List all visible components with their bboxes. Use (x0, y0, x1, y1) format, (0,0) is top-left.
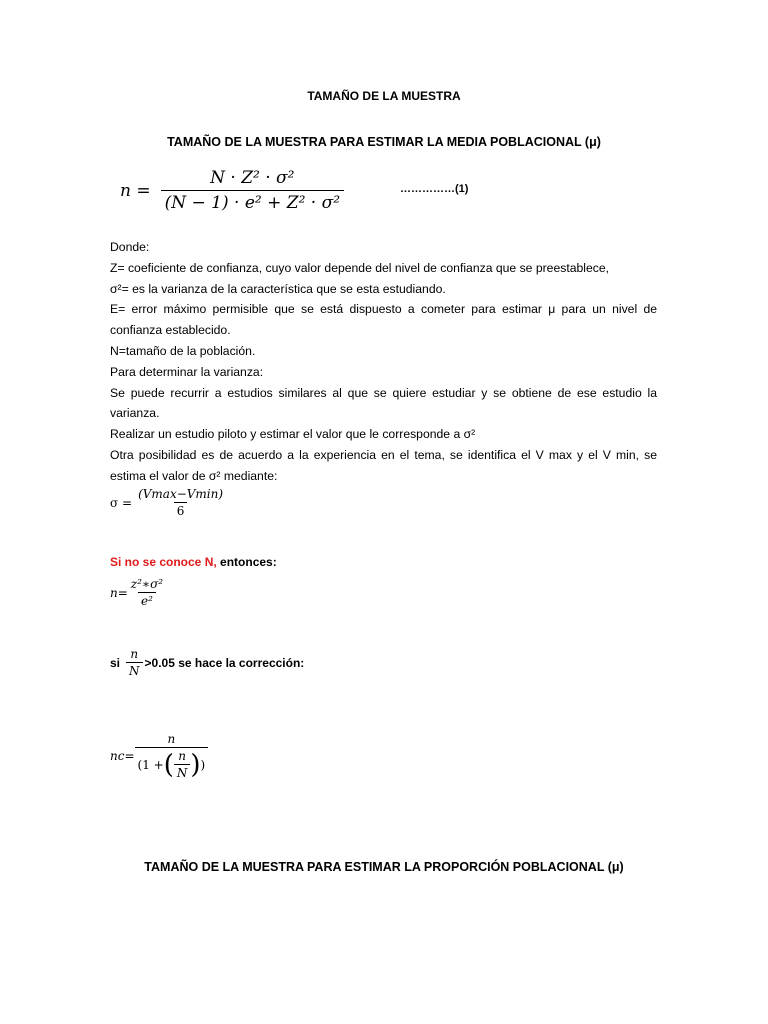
document-title: TAMAÑO DE LA MUESTRA (307, 89, 461, 103)
section-title-media: TAMAÑO DE LA MUESTRA PARA ESTIMAR LA MEDIA POBLACIONAL (μ) (167, 135, 601, 149)
main-formula (120, 168, 344, 213)
correction-suffix: >0.05 se hace la corrección: (144, 655, 305, 670)
n-over-N-fraction (126, 647, 143, 678)
body-line: σ²= es la varianza de la característica que se esta estudiando. (110, 281, 446, 296)
nc-formula-numerator: n (167, 732, 176, 746)
sigma-formula-denominator: 6 (174, 502, 188, 518)
definitions-block (110, 237, 657, 487)
main-formula-denominator: (N − 1) · e² + Z² · σ² (161, 190, 344, 213)
body-line: E= error máximo permisible que se está dispuesto a cometer para estimar μ para un nivel de confianza establecido. (110, 302, 657, 338)
n-formula-denominator: e² (138, 592, 156, 608)
n-formula-numerator: z²∗σ² (130, 577, 164, 591)
main-formula-fraction (161, 168, 344, 213)
sigma-formula-numerator: (Vmax−Vmin) (138, 487, 224, 501)
nc-inner-paren-open: ( (163, 749, 174, 780)
unknown-n-rest: entonces: (216, 555, 277, 569)
n-over-N-denominator: N (126, 662, 143, 678)
nc-formula-fraction (135, 732, 209, 780)
unknown-n-warning: Si no se conoce N, (110, 555, 217, 569)
body-line: N=tamaño de la población. (110, 343, 256, 358)
sigma-formula (110, 487, 226, 518)
correction-condition (110, 647, 304, 678)
body-line: Donde: (110, 240, 150, 254)
nc-formula-lhs: nc= (110, 749, 135, 763)
nc-formula-denominator (135, 747, 209, 780)
main-formula-lhs: n = (120, 180, 151, 201)
unknown-n-line (110, 555, 277, 569)
nc-inner-numerator: n (178, 749, 186, 763)
main-formula-numerator: N · Z² · σ² (210, 168, 295, 188)
nc-inner-fraction (174, 749, 191, 780)
body-line: Realizar un estudio piloto y estimar el valor que le corresponde a σ² (110, 427, 476, 442)
nc-inner-paren-close: ) (190, 749, 201, 780)
n-formula-fraction (128, 577, 166, 608)
body-line: Z= coeficiente de confianza, cuyo valor depende del nivel de confianza que se preestablece, (110, 260, 610, 275)
sigma-formula-fraction (135, 487, 226, 518)
nc-formula (110, 732, 208, 780)
correction-prefix: si (110, 655, 121, 670)
n-over-N-numerator: n (130, 647, 139, 661)
nc-den-suffix: ) (200, 757, 206, 772)
n-formula (110, 577, 166, 608)
n-formula-lhs: n= (110, 585, 128, 600)
section-title-proporcion: TAMAÑO DE LA MUESTRA PARA ESTIMAR LA PROPORCIÓN POBLACIONAL (μ) (144, 860, 624, 874)
body-line: Otra posibilidad es de acuerdo a la experiencia en el tema, se identifica el V max y el V min, se estima el valor de σ² mediante: (110, 447, 657, 483)
nc-den-prefix: (1 + (137, 757, 164, 772)
sigma-formula-lhs: σ = (110, 495, 133, 510)
nc-inner-denominator: N (174, 764, 191, 780)
body-line: Se puede recurrir a estudios similares al que se quiere estudiar y se obtiene de ese estudio la varianza. (110, 385, 657, 421)
body-line: Para determinar la varianza: (110, 364, 264, 379)
equation-reference: ……………(1) (400, 183, 469, 195)
